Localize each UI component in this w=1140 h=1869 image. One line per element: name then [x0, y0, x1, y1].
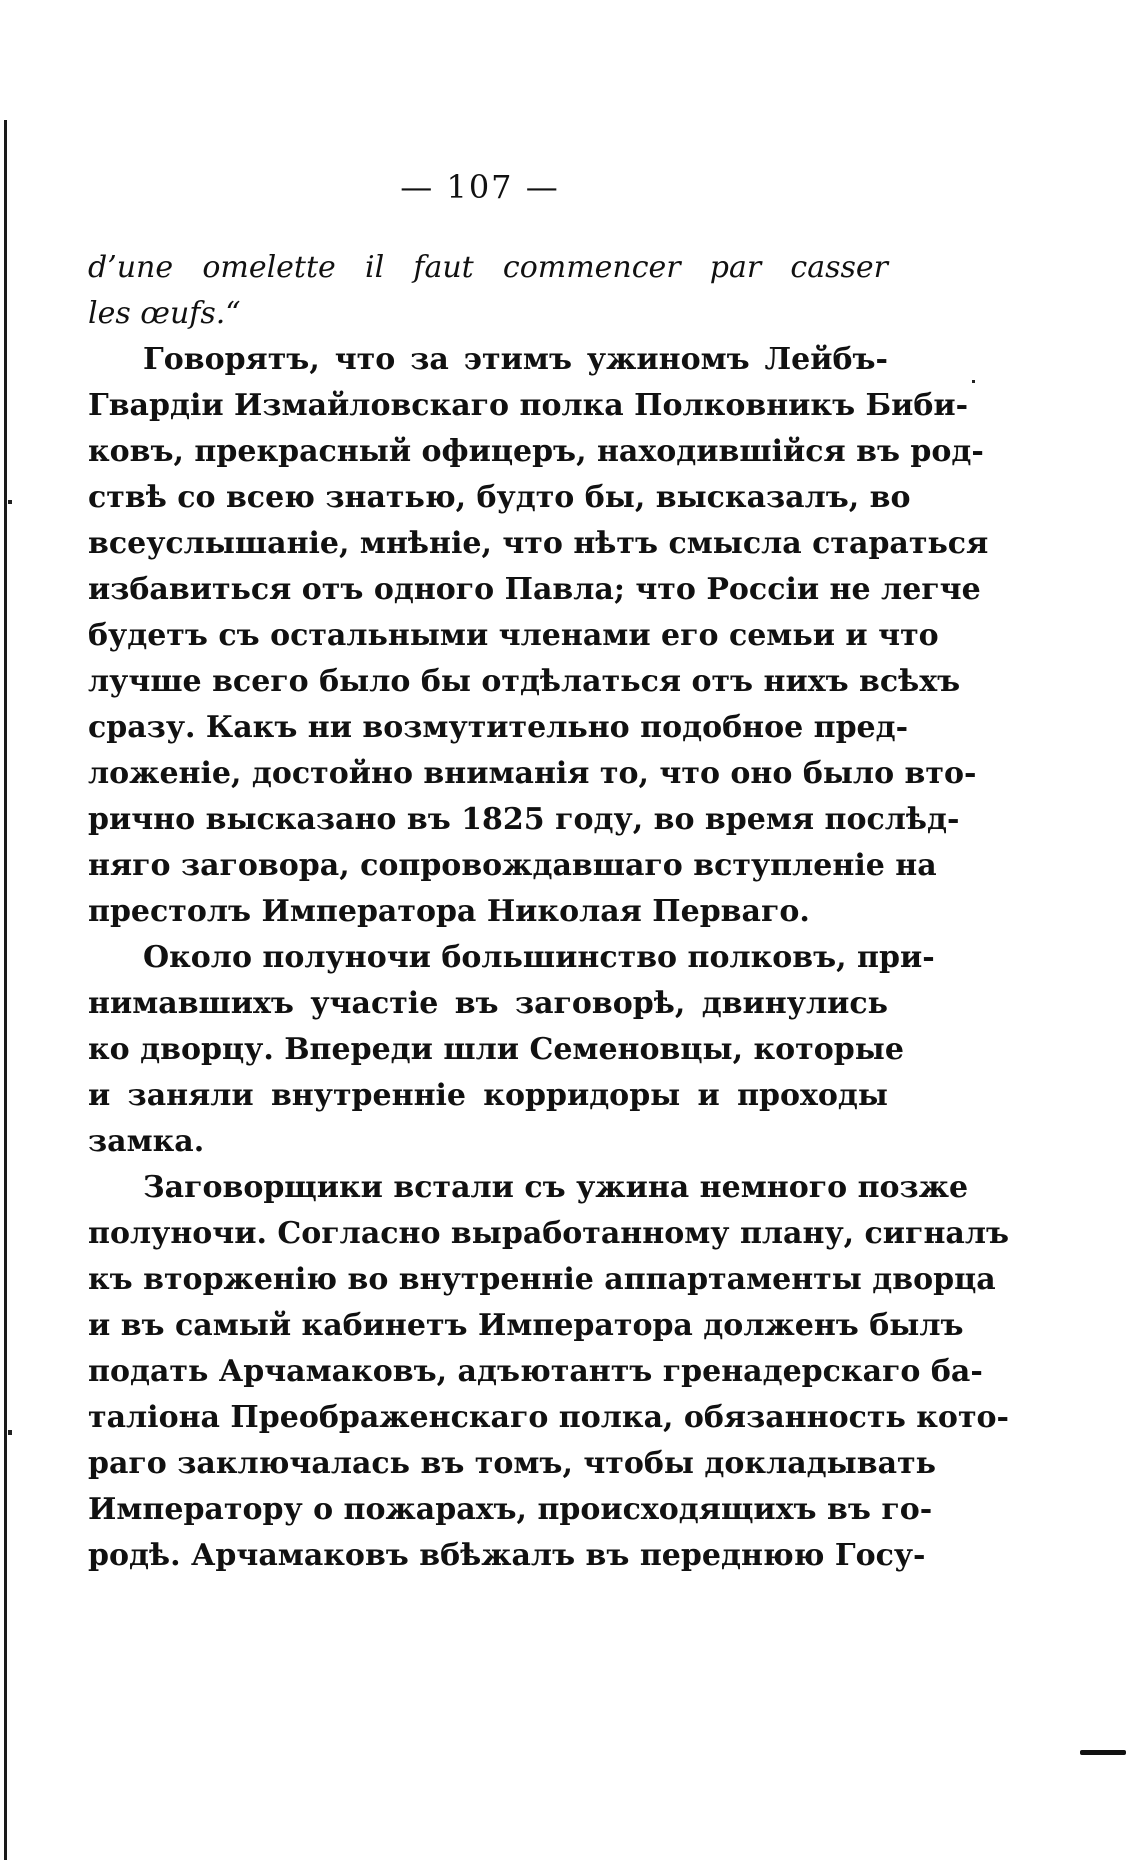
- text-line: всеуслышаніе, мнѣніе, что нѣтъ смысла стараться: [88, 526, 989, 561]
- text-line: Говорятъ, что за этимъ ужиномъ Лейбъ-: [143, 342, 888, 377]
- text-line: таліона Преображенскаго полка, обязанность кото-: [88, 1400, 1009, 1435]
- page-edge-shadow: [4, 120, 7, 1860]
- text-line: раго заключалась въ томъ, чтобы докладывать: [88, 1446, 936, 1481]
- text-line: избавиться отъ одного Павла; что Россіи не легче: [88, 572, 981, 607]
- text-line: родѣ. Арчамаковъ вбѣжалъ въ переднюю Госу-: [88, 1538, 926, 1573]
- scan-speck: [972, 380, 975, 383]
- text-line: les œufs.“: [88, 296, 241, 331]
- text-line: и въ самый кабинетъ Императора долженъ былъ: [88, 1308, 964, 1343]
- text-line: къ вторженію во внутренніе аппартаменты дворца: [88, 1262, 996, 1297]
- text-line: лучше всего было бы отдѣлаться отъ нихъ всѣхъ: [88, 664, 961, 699]
- text-line: и заняли внутренніе корридоры и проходы: [88, 1078, 888, 1113]
- text-line: ложеніе, достойно вниманія то, что оно было вто-: [88, 756, 977, 791]
- scan-speck: [8, 500, 12, 504]
- body-text: [88, 245, 1010, 1579]
- text-line: няго заговора, сопровождавшаго вступленіе на: [88, 848, 937, 883]
- text-line: ствѣ со всею знатью, будто бы, высказалъ, во: [88, 480, 911, 515]
- text-line: ковъ, прекрасный офицеръ, находившійся въ род-: [88, 434, 984, 469]
- text-line: Около полуночи большинство полковъ, при-: [143, 940, 935, 975]
- text-line: Заговорщики встали съ ужина немного позже: [143, 1170, 969, 1205]
- text-line: нимавшихъ участіе въ заговорѣ, двинулись: [88, 986, 888, 1021]
- text-line: будетъ съ остальными членами его семьи и что: [88, 618, 939, 653]
- text-line: замка.: [88, 1124, 205, 1159]
- text-line: полуночи. Согласно выработанному плану, сигналъ: [88, 1216, 1010, 1251]
- text-line: престолъ Императора Николая Перваго.: [88, 894, 810, 929]
- text-line: сразу. Какъ ни возмутительно подобное пред-: [88, 710, 909, 745]
- text-line: Гвардіи Измайловскаго полка Полковникъ Биби-: [88, 388, 969, 423]
- text-line: подать Арчамаковъ, адъютантъ гренадерскаго ба-: [88, 1354, 983, 1389]
- text-line: Императору о пожарахъ, происходящихъ въ го-: [88, 1492, 933, 1527]
- text-line: d’une omelette il faut commencer par casser: [88, 250, 888, 285]
- scan-speck: [8, 1430, 12, 1435]
- page-number: — 107 —: [400, 168, 560, 206]
- text-line: ко дворцу. Впереди шли Семеновцы, которые: [88, 1032, 904, 1067]
- text-line: рично высказано въ 1825 году, во время послѣд-: [88, 802, 960, 837]
- scan-mark: [1080, 1750, 1126, 1755]
